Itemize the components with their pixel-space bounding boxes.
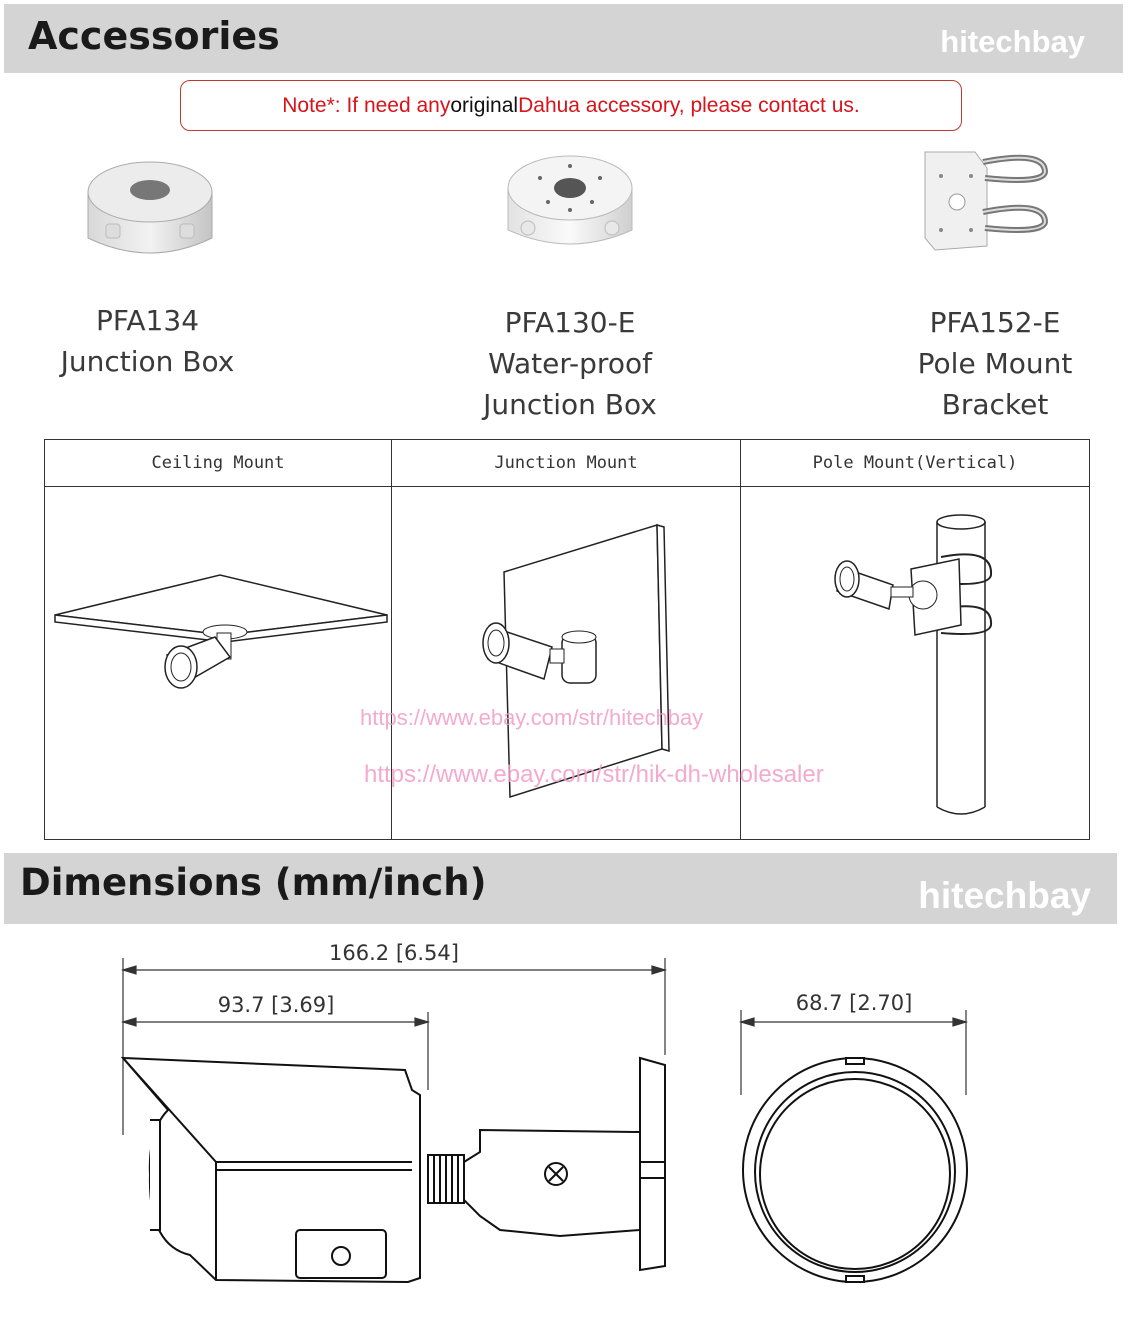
product-desc: Water-proof bbox=[488, 347, 652, 380]
watermark-url-1: https://www.ebay.com/str/hitechbay bbox=[360, 705, 704, 730]
diameter-label: 68.7 [2.70] bbox=[795, 991, 913, 1015]
camera-front-view bbox=[743, 1058, 967, 1282]
camera-side-view bbox=[123, 1058, 665, 1282]
accessories-header bbox=[4, 4, 1123, 73]
dimension-drawing bbox=[0, 930, 1134, 1322]
dimensions-header bbox=[4, 853, 1117, 924]
mount-header-ceiling: Ceiling Mount bbox=[45, 440, 392, 487]
product-desc: Pole Mount bbox=[917, 347, 1073, 380]
product-pfa130e bbox=[455, 302, 685, 425]
pfa152e-pole-bracket-image bbox=[915, 146, 1055, 258]
mount-header-junction: Junction Mount bbox=[392, 440, 741, 487]
ceiling-mount-drawing bbox=[45, 487, 394, 834]
product-desc: Bracket bbox=[941, 388, 1049, 421]
accessories-title: Accessories bbox=[28, 14, 280, 58]
brand-logo: hitechbay bbox=[940, 24, 1085, 59]
pfa130e-junction-box-image bbox=[500, 148, 640, 260]
product-pfa152e bbox=[885, 302, 1105, 425]
contact-note bbox=[180, 80, 962, 131]
mount-header-pole: Pole Mount(Vertical) bbox=[741, 440, 1090, 487]
ceiling-mount-cell bbox=[45, 487, 392, 840]
product-desc: Junction Box bbox=[60, 345, 235, 378]
watermark-url-2: https://www.ebay.com/str/hik-dh-wholesaler bbox=[364, 761, 824, 788]
note-text-3: Dahua accessory, please contact us. bbox=[518, 93, 860, 117]
total-length-label: 166.2 [6.54] bbox=[329, 941, 459, 965]
dimensions-title: Dimensions (mm/inch) bbox=[20, 861, 487, 904]
product-desc: Junction Box bbox=[483, 388, 657, 421]
product-model: PFA130-E bbox=[504, 306, 636, 339]
product-model: PFA134 bbox=[95, 304, 200, 337]
note-text-1: Note*: If need any bbox=[282, 93, 451, 117]
product-pfa134 bbox=[40, 300, 255, 382]
body-length-label: 93.7 [3.69] bbox=[217, 993, 335, 1017]
brand-logo: hitechbay bbox=[918, 875, 1091, 916]
note-text-2: original bbox=[450, 93, 519, 117]
product-model: PFA152-E bbox=[929, 306, 1061, 339]
pfa134-junction-box-image bbox=[80, 150, 220, 270]
